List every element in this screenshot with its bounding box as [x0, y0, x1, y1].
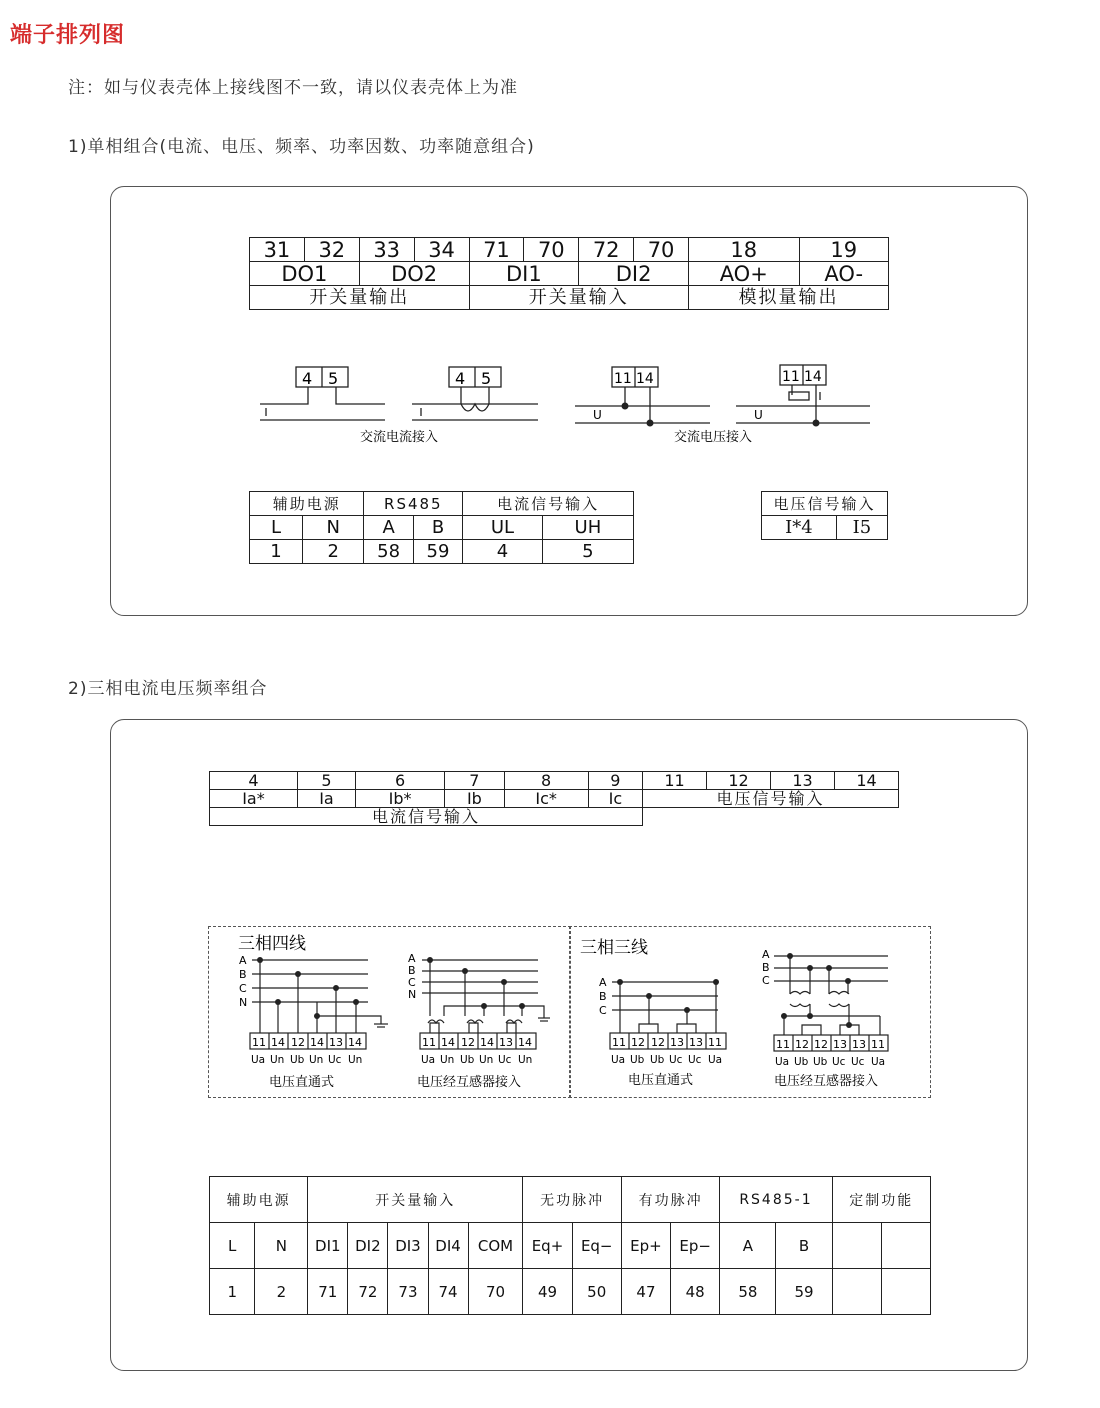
three-phase-top-table [209, 771, 899, 826]
terminal-sublabel: Un [479, 1054, 494, 1066]
number-cell: 58 [364, 540, 413, 564]
terminal-cell: 13 [771, 772, 835, 790]
voltage-input-table [761, 491, 888, 540]
phase-label: A [239, 954, 247, 967]
terminal-label: 14 [348, 1036, 362, 1049]
via-pt-label: 电压经互感器接入 [417, 1075, 522, 1090]
value-cell: I5 [836, 516, 887, 540]
terminal-sublabel: Ub [813, 1056, 828, 1068]
terminal-name: Ia [297, 790, 355, 808]
name-cell: L [250, 516, 303, 540]
terminal-cell: 70 [634, 238, 689, 262]
terminal-sublabel: Ua [251, 1054, 266, 1066]
terminal-cell: 8 [504, 772, 588, 790]
header-cell: 电压信号输入 [762, 492, 888, 516]
ac-current-label: 交流电流接入 [360, 430, 439, 445]
terminal-sublabel: Ua [871, 1056, 886, 1068]
terminal-cell: 5 [297, 772, 355, 790]
number-cell: 72 [348, 1269, 388, 1315]
number-cell: 2 [302, 540, 364, 564]
name-row [250, 516, 634, 540]
number-cell: 71 [308, 1269, 348, 1315]
terminal-sublabel: Un [518, 1054, 533, 1066]
phase-label: C [239, 982, 247, 995]
terminal-name: Ib [445, 790, 504, 808]
terminal-cell: 14 [835, 772, 899, 790]
terminal-sublabel: Ua [421, 1054, 436, 1066]
name-cell: Ep+ [621, 1223, 670, 1269]
terminal-group-row [250, 286, 889, 310]
phase-label: B [762, 961, 770, 974]
header-cell: 开关量输入 [308, 1177, 523, 1223]
three-wire-title: 三相三线 [580, 938, 648, 958]
phase-label: C [408, 976, 416, 989]
number-cell: 73 [388, 1269, 428, 1315]
name-cell: B [413, 516, 462, 540]
terminal-label: 12 [461, 1036, 475, 1049]
terminal-cell: 70 [524, 238, 579, 262]
terminal-label: 11 [782, 369, 800, 385]
terminal-label: 11 [614, 371, 632, 387]
number-row [250, 540, 634, 564]
terminal-label: 12 [814, 1038, 828, 1051]
header-row [762, 492, 888, 516]
terminal-label: 12 [631, 1036, 645, 1049]
name-cell: DI1 [308, 1223, 348, 1269]
terminal-sublabel: Ub [290, 1054, 305, 1066]
name-row [210, 1223, 931, 1269]
phase-label: C [599, 1004, 607, 1017]
name-cell: UL [463, 516, 543, 540]
terminal-name-row [210, 790, 899, 808]
terminal-label: 14 [636, 371, 654, 387]
terminal-sublabel: Un [309, 1054, 324, 1066]
number-row [210, 1269, 931, 1315]
terminal-label: 5 [328, 369, 339, 388]
terminal-group-row [210, 808, 899, 826]
name-cell: L [210, 1223, 255, 1269]
name-cell: A [364, 516, 413, 540]
terminal-cell: 4 [210, 772, 298, 790]
header-cell: 辅助电源 [250, 492, 364, 516]
phase-label: A [599, 976, 607, 989]
terminal-sublabel: Uc [688, 1054, 702, 1066]
phase-label: A [762, 948, 770, 961]
terminal-name: DO2 [359, 262, 469, 286]
phase-label: B [599, 990, 607, 1003]
terminal-name-row [250, 262, 889, 286]
name-cell [832, 1223, 881, 1269]
group-label: 模拟量输出 [689, 286, 889, 310]
terminal-cell: 7 [445, 772, 504, 790]
name-cell: UH [542, 516, 633, 540]
phase-label: N [239, 996, 248, 1009]
three-phase-bottom-table [209, 1176, 931, 1315]
terminal-cell: 72 [579, 238, 634, 262]
terminal-sublabel: Uc [498, 1054, 512, 1066]
terminal-number-row [250, 238, 889, 262]
terminal-name: Ia* [210, 790, 298, 808]
phase-label: B [239, 968, 247, 981]
terminal-cell: 71 [469, 238, 524, 262]
terminal-name: AO+ [689, 262, 800, 286]
phase-label: B [408, 964, 416, 977]
name-cell: Ep− [671, 1223, 720, 1269]
direct-label: 电压直通式 [269, 1075, 335, 1090]
name-cell: A [720, 1223, 776, 1269]
phase-label: N [408, 988, 417, 1001]
u-mark: U [754, 408, 763, 422]
number-cell: 59 [776, 1269, 832, 1315]
name-cell: N [302, 516, 364, 540]
terminal-cell: 18 [689, 238, 800, 262]
group-label: 开关量输出 [250, 286, 470, 310]
terminal-cell: 31 [250, 238, 305, 262]
single-phase-top-table [249, 237, 889, 310]
terminal-name: Ic [588, 790, 642, 808]
number-cell: 70 [468, 1269, 523, 1315]
terminal-name: DI1 [469, 262, 579, 286]
number-cell: 5 [542, 540, 633, 564]
terminal-name: DO1 [250, 262, 360, 286]
header-cell: 定制功能 [832, 1177, 930, 1223]
terminal-sublabel: Uc [669, 1054, 683, 1066]
header-cell: 辅助电源 [210, 1177, 308, 1223]
via-pt-label: 电压经互感器接入 [774, 1074, 879, 1089]
single-phase-wiring-diagram [250, 360, 890, 450]
section2-heading: 2)三相电流电压频率组合 [68, 679, 268, 699]
number-cell [881, 1269, 930, 1315]
number-cell [832, 1269, 881, 1315]
group-label: 电压信号输入 [643, 790, 899, 808]
terminal-sublabel: Ua [708, 1054, 723, 1066]
terminal-cell: 9 [588, 772, 642, 790]
name-cell: COM [468, 1223, 523, 1269]
header-cell: RS485 [364, 492, 463, 516]
header-cell: 电流信号输入 [463, 492, 634, 516]
number-cell: 4 [463, 540, 543, 564]
empty-cell [643, 808, 899, 826]
terminal-cell: 32 [304, 238, 359, 262]
number-cell: 2 [255, 1269, 308, 1315]
terminal-label: 13 [833, 1038, 847, 1051]
number-cell: 1 [250, 540, 303, 564]
terminal-sublabel: Ub [650, 1054, 665, 1066]
terminal-sublabel: Un [348, 1054, 363, 1066]
terminal-sublabel: Ub [460, 1054, 475, 1066]
name-cell: DI3 [388, 1223, 428, 1269]
terminal-label: 11 [422, 1036, 436, 1049]
number-cell: 1 [210, 1269, 255, 1315]
terminal-label: 11 [252, 1036, 266, 1049]
terminal-label: 14 [518, 1036, 532, 1049]
terminal-label: 4 [302, 369, 313, 388]
terminal-label: 12 [795, 1038, 809, 1051]
terminal-label: 11 [776, 1038, 790, 1051]
terminal-label: 13 [499, 1036, 513, 1049]
number-cell: 48 [671, 1269, 720, 1315]
name-cell: B [776, 1223, 832, 1269]
terminal-label: 5 [481, 369, 492, 388]
terminal-label: 12 [651, 1036, 665, 1049]
section1-heading: 1)单相组合(电流、电压、频率、功率因数、功率随意组合) [68, 137, 535, 157]
name-cell: Eq+ [523, 1223, 572, 1269]
terminal-label: 12 [291, 1036, 305, 1049]
four-wire-title: 三相四线 [238, 934, 306, 954]
terminal-sublabel: Ua [611, 1054, 626, 1066]
value-cell: I*4 [762, 516, 837, 540]
terminal-cell: 12 [707, 772, 771, 790]
terminal-name: Ib* [356, 790, 445, 808]
phase-label: A [408, 952, 416, 965]
terminal-label: 11 [708, 1036, 722, 1049]
terminal-name: DI2 [579, 262, 689, 286]
page-title: 端子排列图 [10, 23, 126, 48]
name-cell: DI4 [428, 1223, 468, 1269]
header-row [210, 1177, 931, 1223]
group-label: 电流信号输入 [210, 808, 643, 826]
terminal-label: 13 [329, 1036, 343, 1049]
terminal-label: 11 [612, 1036, 626, 1049]
ac-voltage-label: 交流电压接入 [674, 430, 753, 445]
number-cell: 47 [621, 1269, 670, 1315]
terminal-sublabel: Ub [630, 1054, 645, 1066]
terminal-label: 4 [455, 369, 466, 388]
name-cell: N [255, 1223, 308, 1269]
terminal-cell: 33 [359, 238, 414, 262]
terminal-sublabel: Uc [832, 1056, 846, 1068]
single-phase-bottom-table [249, 491, 634, 564]
header-cell: 有功脉冲 [621, 1177, 719, 1223]
u-mark: U [593, 408, 602, 422]
three-phase-wiring-diagrams [208, 926, 930, 1096]
number-cell: 59 [413, 540, 462, 564]
terminal-label: 14 [441, 1036, 455, 1049]
header-row [250, 492, 634, 516]
terminal-label: 13 [670, 1036, 684, 1049]
group-label: 开关量输入 [469, 286, 689, 310]
number-cell: 58 [720, 1269, 776, 1315]
terminal-cell: 6 [356, 772, 445, 790]
terminal-cell: 11 [643, 772, 707, 790]
terminal-cell: 34 [414, 238, 469, 262]
terminal-cell: 19 [799, 238, 888, 262]
terminal-sublabel: Un [270, 1054, 285, 1066]
terminal-sublabel: Ub [794, 1056, 809, 1068]
terminal-label: 14 [271, 1036, 285, 1049]
terminal-label: 11 [871, 1038, 885, 1051]
terminal-sublabel: Ua [775, 1056, 790, 1068]
terminal-sublabel: Uc [328, 1054, 342, 1066]
note: 注：如与仪表壳体上接线图不一致，请以仪表壳体上为准 [68, 78, 518, 98]
header-cell: 无功脉冲 [523, 1177, 621, 1223]
number-cell: 50 [572, 1269, 621, 1315]
terminal-number-row [210, 772, 899, 790]
terminal-label: 13 [852, 1038, 866, 1051]
name-cell: Eq− [572, 1223, 621, 1269]
header-cell: RS485-1 [720, 1177, 832, 1223]
name-cell: DI2 [348, 1223, 388, 1269]
phase-label: C [762, 974, 770, 987]
terminal-label: 13 [689, 1036, 703, 1049]
terminal-label: 14 [310, 1036, 324, 1049]
value-row [762, 516, 888, 540]
name-cell [881, 1223, 930, 1269]
terminal-label: 14 [480, 1036, 494, 1049]
terminal-sublabel: Un [440, 1054, 455, 1066]
terminal-name: Ic* [504, 790, 588, 808]
terminal-sublabel: Uc [851, 1056, 865, 1068]
number-cell: 74 [428, 1269, 468, 1315]
number-cell: 49 [523, 1269, 572, 1315]
direct-label: 电压直通式 [628, 1073, 694, 1088]
terminal-label: 14 [804, 369, 822, 385]
terminal-name: AO- [799, 262, 888, 286]
